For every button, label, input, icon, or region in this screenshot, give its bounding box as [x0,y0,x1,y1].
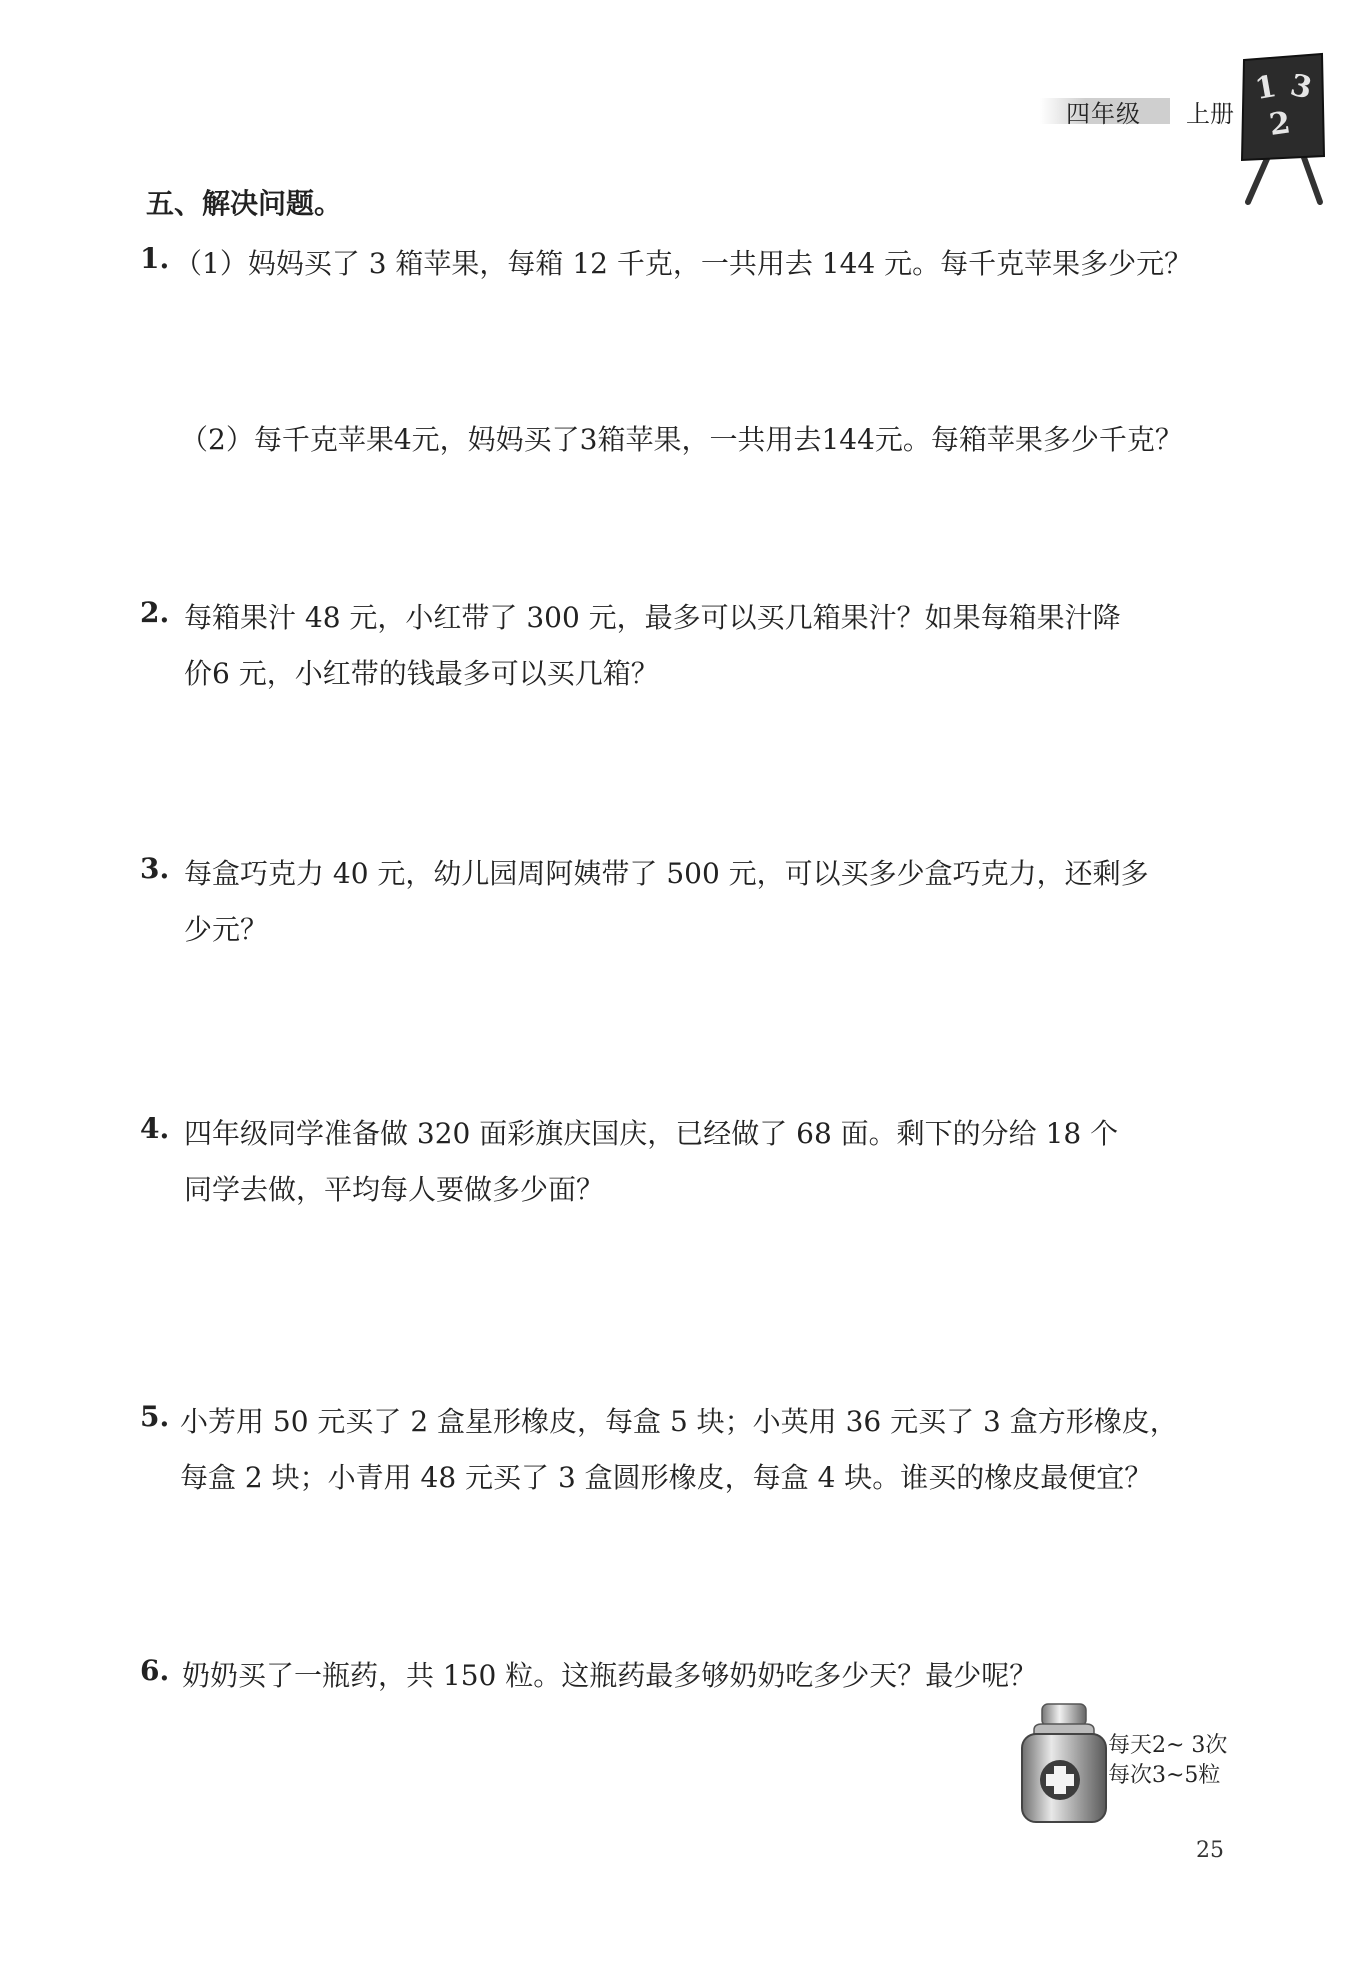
medicine-dosage-line: 每天2~ 3次 [1108,1733,1228,1758]
question-number: 6. [140,1654,170,1687]
question-number: 4. [140,1112,170,1145]
question-text-line: 同学去做，平均每人要做多少面？ [184,1173,605,1206]
question-text-line: 每盒巧克力 40 元，幼儿园周阿姨带了 500 元，可以买多少盒巧克力，还剩多 [184,857,1149,890]
question-text-line: 奶奶买了一瓶药，共 150 粒。这瓶药最多够奶奶吃多少天？最少呢？ [182,1659,1038,1692]
medicine-bottle-icon [1018,1702,1110,1826]
logo-digit-3: 3 [1287,67,1315,107]
page-number: 25 [1196,1838,1224,1863]
question-text-line: 每箱果汁 48 元，小红带了 300 元，最多可以买几箱果汁？如果每箱果汁降 [184,601,1121,634]
question-text-line: 每盒 2 块；小青用 48 元买了 3 盒圆形橡皮，每盒 4 块。谁买的橡皮最便宜？ [180,1461,1153,1494]
question-subpart: （2）每千克苹果4元，妈妈买了3箱苹果，一共用去144元。每箱苹果多少千克？ [180,423,1183,456]
medicine-dosage-line: 每次3~5粒 [1108,1763,1221,1788]
question-number: 2. [140,596,170,629]
logo-digit-2: 2 [1267,105,1293,143]
volume-label: 上册 [1186,100,1234,128]
question-text-line: 四年级同学准备做 320 面彩旗庆国庆，已经做了 68 面。剩下的分给 18 个 [184,1117,1119,1150]
grade-label: 四年级 [1066,100,1141,128]
question-number: 5. [140,1400,170,1433]
section-title: 五、解决问题。 [146,187,343,220]
question-number: 1. [140,242,170,275]
question-text-line: （1）妈妈买了 3 箱苹果，每箱 12 千克，一共用去 144 元。每千克苹果多少元？ [174,247,1193,280]
question-text-line: 小芳用 50 元买了 2 盒星形橡皮，每盒 5 块；小英用 36 元买了 3 盒方形橡皮， [180,1405,1178,1438]
logo-digit-1: 1 [1252,69,1280,108]
blackboard-logo-icon [1240,52,1326,212]
question-text-line: 价6 元，小红带的钱最多可以买几箱？ [184,657,659,690]
question-text-line: 少元？ [184,913,269,946]
question-number: 3. [140,852,170,885]
